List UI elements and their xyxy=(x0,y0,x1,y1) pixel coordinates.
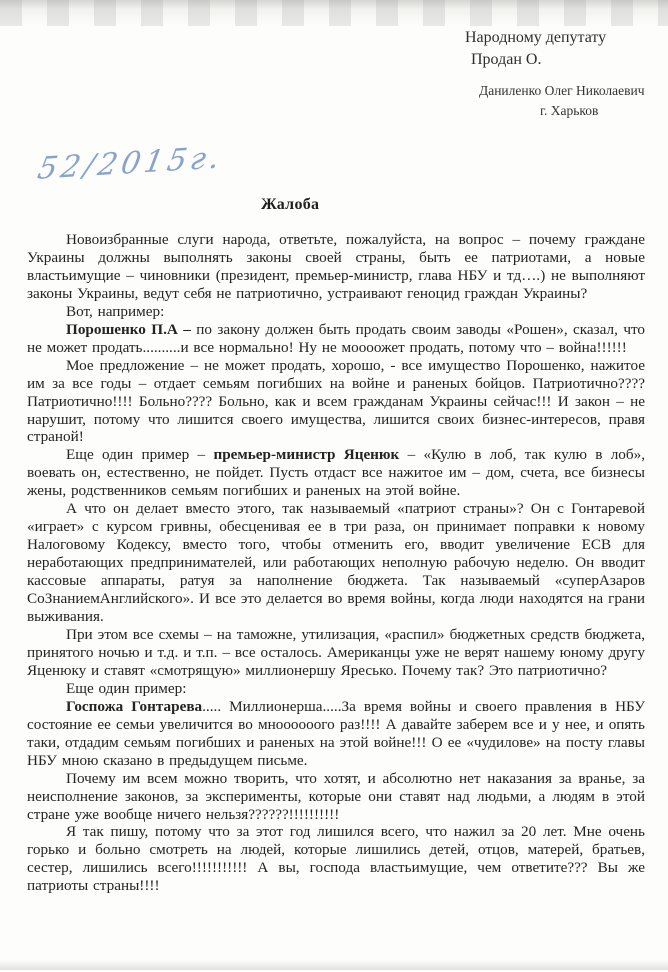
document-title: Жалоба xyxy=(261,196,320,213)
letter-body xyxy=(27,231,645,895)
paragraph-instead: А что он делает вместо этого, так называемый «патриот страны»? Он с Гонтаревой «играет» с курсом гривны, обесценивая ее в три раза, он принимает поправки к новому Налоговому Кодексу, вместо того, чтобы отменить его, вводит увеличение ЕСВ для неработающих предпринимателей, или работающих неполную рабочую неделю. Он вводит кассовые аппараты, ратуя за наполнение бюджета. Так называемый «суперАзаров СоЗнаниемАнглийского». И все это делается во время войны, когда люди находятся на грани выживания. xyxy=(27,500,645,626)
paragraph-yatsenyuk xyxy=(27,446,645,500)
paragraph-closing: Я так пишу, потому что за этот год лишился всего, что нажил за 20 лет. Мне очень горько и больно смотреть на людей, которые лишились детей, отцов, матерей, братьев, сестер, лишились всего!!!!!!!!!!! А вы, господа властьимущие, чем ответите??? Вы же патриоты страны!!!! xyxy=(27,823,645,895)
yatsenyuk-text: – «Кулю в лоб, так кулю в лоб», воевать он, естественно, не пойдет. Пусть отдаст все нажитое им – дом, счета, все бизнесы жены, родственников семьям погибших и раненых на этой войне. xyxy=(27,446,645,500)
paragraph-another-example: Еще один пример: xyxy=(66,679,187,697)
paragraph-example-intro: Вот, например: xyxy=(66,302,165,320)
paragraph-intro: Новоизбранные слуги народа, ответьте, пожалуйста, на вопрос – почему граждане Украины должны выполнять законы своей страны, быть ее патриотами, а новые властьимущие – чиновники (президент, премьер-министр, глава НБУ и тд….) не выполняют законы Украины, ведут себя не патриотично, устраивают геноцид граждан Украины? xyxy=(27,231,645,302)
bold-yatsenyuk: премьер-министр Яценюк xyxy=(213,446,400,464)
paragraph-poroshenko xyxy=(27,321,645,357)
paragraph-schemes: При этом все схемы – на таможне, утилизация, «распил» бюджетных средств бюджета, принятого ночью и т.д. и т.п. – все осталось. Американцы уже не верят нашему юному другу Яценюку и ставят «смотрящую» миллионершу Яресько. Почему так? Это патриотично? xyxy=(27,625,645,679)
recipient-title: Народному депутату xyxy=(465,29,607,46)
recipient-name: Продан О. xyxy=(471,51,542,68)
sender-city: г. Харьков xyxy=(540,103,599,118)
sender-block xyxy=(479,81,645,121)
bold-gontareva: Госпожа Гонтарева xyxy=(66,697,203,715)
yatsenyuk-pre: Еще один пример – xyxy=(66,446,214,464)
poroshenko-text: по закону должен быть продать своим заводы «Рошен», сказал, что не может продать..........и все нормально! Ну не моооожет продать, потому что – война!!!!!! xyxy=(27,320,645,356)
paragraph-gontareva xyxy=(27,698,645,770)
recipient-block xyxy=(465,27,606,71)
gontareva-text: ..... Миллионерша.....За время войны и своего правления в НБУ состояние ее семьи увеличится во мноооооого раз!!!! А давайте заберем все и у нее, и опять таки, отдадим семьям погибших и раненых на этой войне!!! О ее «чудилове» на посту главы НБУ мною сказано в предыдущем письме. xyxy=(27,697,645,769)
scan-artifact-top xyxy=(0,0,668,26)
bold-poroshenko: Порошенко П.А – xyxy=(66,320,191,338)
sender-name: Даниленко Олег Николаевич xyxy=(479,83,645,98)
handwritten-registration-number: 52/2015г. xyxy=(34,140,227,187)
paragraph-proposal: Мое предложение – не может продать, хорошо, - все имущество Порошенко, нажитое им за все годы – отдает семьям погибших на войне и раненых бойцов. Патриотично???? Патриотично!!!! Больно???? Больно, как и всем гражданам Украины сейчас!!! И закон – не нарушит, потому что лишится своего имущества, лишится своих бизнес-интересов, правя страной! xyxy=(27,356,645,446)
scan-artifact-bottom xyxy=(0,960,668,970)
paragraph-impunity: Почему им всем можно творить, что хотят, и абсолютно нет наказания за вранье, за неисполнение законов, за эксперименты, которые они ставят над людьми, а людям в этой стране уже вообще ничего нельзя??????!!!!!!!!!! xyxy=(27,769,645,823)
